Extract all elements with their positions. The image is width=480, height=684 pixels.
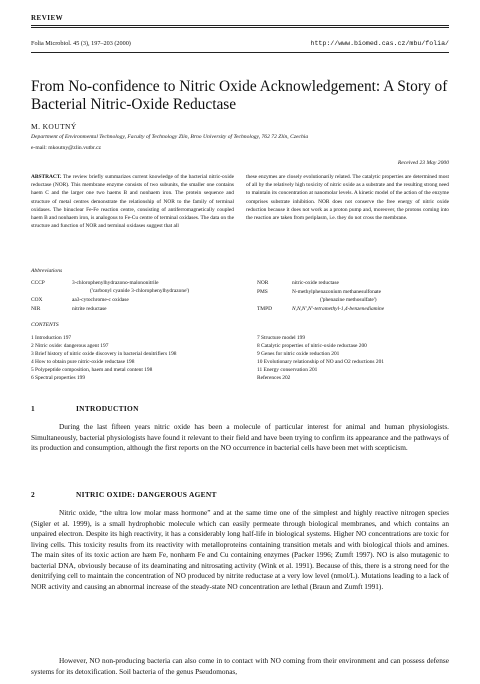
toc-item[interactable]: 10 Evolutionary relationship of NO and O2 reductions 201 xyxy=(257,359,384,365)
header-rule-url xyxy=(31,52,449,53)
abstract-left xyxy=(31,173,234,230)
abbr-desc2: ('carbonyl cyanide 3-chlorophenylhydrazone') xyxy=(90,288,190,294)
abstract-right: these enzymes are closely evolutionarily related. The catalytic properties are determined most of all by the relatively high toxicity of nitric oxide as a substrate and the resulting strong need to maintain its concentration at nanomolar levels. A kinetic model of the action of the enzyme comprises substrate inhibition. NOR does not conserve the free energy of nitric oxide reduction because it does not work as a proton pump and, moreover, the protons coming into the reaction are taken from periplasm, i.e. they do not cross the membrane. xyxy=(246,174,449,222)
toc-item[interactable]: 2 Nitric oxide: dangerous agent 197 xyxy=(31,343,109,349)
abstract-label: ABSTRACT. xyxy=(31,174,62,180)
toc-item[interactable]: 8 Catalytic properties of nitric-oxide reductase 200 xyxy=(257,343,367,349)
abbr-desc2: ('phenazine methosulfate') xyxy=(320,297,377,303)
abbr-row: PMS xyxy=(257,289,268,295)
header-rule-bottom xyxy=(31,27,449,28)
contents-heading: CONTENTS xyxy=(31,322,59,328)
toc-item[interactable]: 1 Introduction 197 xyxy=(31,335,72,341)
section-heading: 1 INTRODUCTION xyxy=(31,404,139,413)
toc-item[interactable]: 4 How to obtain pure nitric-oxide reductase 198 xyxy=(31,359,135,365)
article-author: M. KOUTNÝ xyxy=(31,122,77,131)
toc-item[interactable]: 11 Energy conservation 201 xyxy=(257,367,318,373)
section-label: REVIEW xyxy=(31,14,64,22)
toc-item[interactable]: 3 Brief history of nitric oxide discovery in bacterial denitrifiers 198 xyxy=(31,351,177,357)
journal-url[interactable]: http://www.biomed.cas.cz/mbu/folia/ xyxy=(310,40,449,47)
abbr-desc: 3-chlorophenylhydrazono-malononitrile xyxy=(72,280,159,286)
abbr-desc: N-methylphenazonium methanesulfonate xyxy=(292,289,382,295)
toc-item[interactable]: 6 Spectral properties 199 xyxy=(31,375,86,381)
journal-citation: Folia Microbiol. 45 (3), 197–203 (2000) xyxy=(31,40,131,47)
abbr-desc: aa3-cytochrome-c oxidase xyxy=(72,297,129,303)
toc-item[interactable]: 5 Polypeptide composition, haem and metal content 198 xyxy=(31,367,153,373)
section-paragraph: However, NO non-producing bacteria can also come in to contact with NO coming from their environment and can possess defense systems for its detoxification. Soil bacteria of the genus Pseudomonas, xyxy=(31,656,449,676)
section-paragraph: During the last fifteen years nitric oxide has been a molecule of particular interest for animal and human physiologists. Simultaneously, bacterial physiologists have found it relevant to their field and have been trying to confirm its appearance and the pathways of its production and consumption, although the first reports on the NO occurrence in bacterial cells have been met with scepticism. xyxy=(31,422,449,452)
section-paragraph: Nitric oxide, “the ultra low molar mass hormone” and at the same time one of the simplest and highly reactive nitrogen species (Sigler et al. 1999), is a small hydrophobic molecule which can easily permeate through biological membranes, and which contains an unpaired electron. Despite its high reactivity, it has a considerably long half-life in biological systems. Higher NO concentrations are toxic for living cells. This toxicity results from its reactivity with metalloproteins containing transition metals and with biological thiols and amines. The main sites of its toxic action are hæm Fe, nonhæm Fe and Cu containing enzymes (Packer 1996; Zumft 1997). NO is also mutagenic to bacterial DNA, obviously because of its deaminating and nitrosating activity (Wink et al. 1991). Because of this, there is a strong need for the denitrifying cell to maintain the concentration of NO produced by nitrite reductase at a very low level (nmol/L). Mutations leading to a lack of NOR activity and causing an abnormal increase of the steady-state NO concentration are lethal (Braun and Zumft 1991). xyxy=(31,508,449,591)
abbr-row: COX xyxy=(31,297,43,303)
toc-item[interactable]: 7 Structure model 199 xyxy=(257,335,306,341)
abstract-text-left: The review briefly summarizes current knowledge of the bacterial nitric-oxide reductase (NOR). This membrane enzyme consists of two subunits, the smaller one contains haem C and the larger one two haems B and nonhaem iron. The protein sequence and structure of metal centres demonstrate the relationship of NOR to the family of terminal oxidases. The binuclear Fe-Fe reaction centre, consisting of antiferromagnetically coupled haem B and nonhaem iron, is analogous to Fe-Cu centre of terminal oxidases. The data on the structure and function of NOR and terminal oxidases suggest that all xyxy=(31,174,234,230)
toc-item[interactable]: 9 Genes for nitric oxide reduction 201 xyxy=(257,351,340,357)
abbr-desc: nitric-oxide reductase xyxy=(292,280,339,286)
abbr-desc: N,N,N',N'-tetramethyl-1,4-benzenediamine xyxy=(292,306,385,312)
abbr-desc: nitrite reductase xyxy=(72,306,107,312)
toc-item[interactable]: References 202 xyxy=(257,375,291,381)
abbr-row: TMPD xyxy=(257,306,272,312)
author-email[interactable]: e-mail: mkoutny@zlin.vutbr.cz xyxy=(31,145,101,151)
abbr-row: CCCP xyxy=(31,280,45,286)
header-rule-top xyxy=(31,25,449,26)
abbr-row: NOR xyxy=(257,280,269,286)
abbreviations-heading: Abbreviations xyxy=(31,268,63,274)
received-date: Received 23 May 2000 xyxy=(397,160,449,166)
section-heading: 2 NITRIC OXIDE: DANGEROUS AGENT xyxy=(31,490,217,499)
article-title: From No-confidence to Nitric Oxide Acknowledgement: A Story of Bacterial Nitric-Oxide Reductase xyxy=(31,78,448,113)
abbr-row: NIR xyxy=(31,306,41,312)
author-affiliation: Department of Environmental Technology, Faculty of Technology Zlín, Brno University of Technology, 762 72 Zlín, Czechia xyxy=(31,134,309,140)
